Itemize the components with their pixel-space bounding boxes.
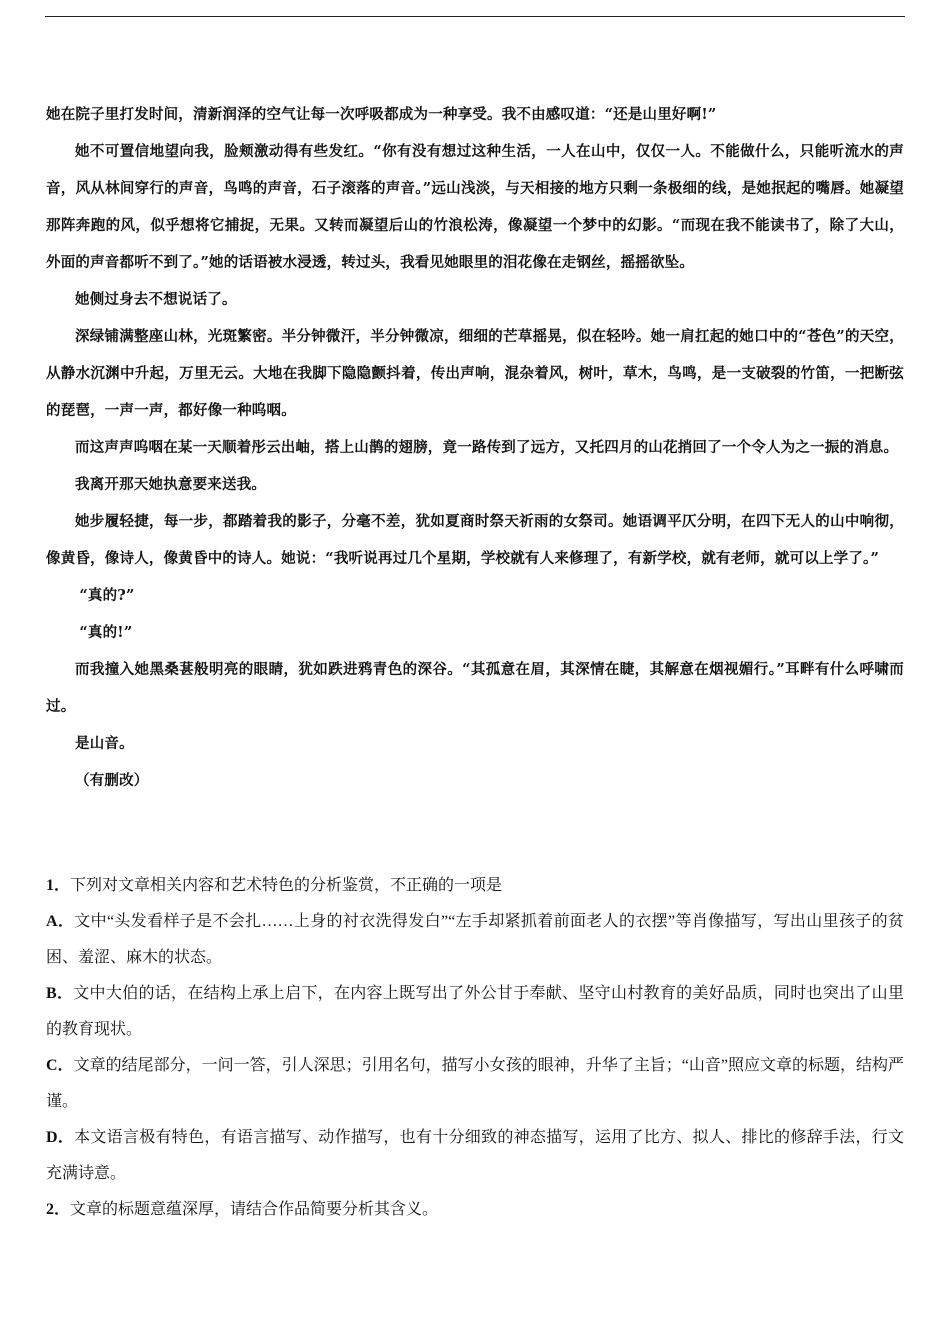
option-label: A． — [46, 913, 75, 930]
option-d — [46, 1120, 904, 1192]
option-a — [46, 904, 904, 976]
article-body — [46, 96, 904, 799]
header-rule — [45, 16, 905, 17]
dialogue-line: “真的!” — [79, 624, 133, 641]
article-paragraph: 她在院子里打发时间，清新润泽的空气让每一次呼吸都成为一种享受。我不由感叹道：“还是山里好啊!” — [46, 106, 717, 123]
question-2 — [46, 1192, 904, 1228]
article-paragraph: 她不可置信地望向我，脸颊激动得有些发红。“你有没有想过这种生活，一人在山中，仅仅一人。不能做什么，只能听流水的声音，风从林间穿行的声音，鸟鸣的声音，石子滚落的声音。”远山浅淡，与天相接的地方只剩一条极细的线，是她抿起的嘴唇。她凝望那阵奔跑的风，似乎想将它捕捉，无果。又转而凝望后山的竹浪松涛，像凝望一个梦中的幻影。“而现在我不能读书了，除了大山，外面的声音都听不到了。”她的话语被水浸透，转过头，我看见她眼里的泪花像在走钢丝，摇摇欲坠。 — [46, 143, 904, 271]
question-stem: 文章的标题意蕴深厚，请结合作品简要分析其含义。 — [70, 1201, 439, 1218]
questions-section — [46, 868, 904, 1228]
option-text: 文中大伯的话，在结构上承上启下，在内容上既写出了外公甘于奉献、坚守山村教育的美好品质，同时也突出了山里的教育现状。 — [46, 985, 904, 1038]
option-text: 文中“头发看样子是不会扎……上身的衬衣洗得发白”“左手却紧抓着前面老人的衣摆”等肖像描写，写出山里孩子的贫困、羞涩、麻木的状态。 — [46, 913, 904, 966]
option-c — [46, 1048, 904, 1120]
option-label: C． — [46, 1057, 74, 1074]
option-b — [46, 976, 904, 1048]
option-text: 文章的结尾部分，一问一答，引人深思；引用名句，描写小女孩的眼神，升华了主旨；“山音”照应文章的标题，结构严谨。 — [46, 1057, 904, 1110]
article-paragraph: 深绿铺满整座山林，光斑繁密。半分钟微汗，半分钟微凉，细细的芒草摇晃，似在轻吟。她一肩扛起的她口中的“苍色”的天空，从静水沉渊中升起，万里无云。大地在我脚下隐隐颤抖着，传出声响，混杂着风，树叶，草木，鸟鸣，是一支破裂的竹笛，一把断弦的琵琶，一声一声，都好像一种呜咽。 — [46, 328, 904, 419]
option-label: B． — [46, 985, 74, 1002]
article-paragraph: 而这声声呜咽在某一天顺着彤云出岫，搭上山鹊的翅膀，竟一路传到了远方，又托四月的山花捎回了一个令人为之一振的消息。 — [75, 439, 899, 456]
article-paragraph: 她步履轻捷，每一步，都踏着我的影子，分毫不差，犹如夏商时祭天祈雨的女祭司。她语调平仄分明，在四下无人的山中响彻，像黄昏，像诗人，像黄昏中的诗人。她说：“我听说再过几个星期，学校就有人来修理了，有新学校，就有老师，就可以上学了。” — [46, 513, 904, 567]
question-stem: 下列对文章相关内容和艺术特色的分析鉴赏，不正确的一项是 — [70, 877, 503, 894]
source-note: （有删改） — [75, 772, 149, 789]
article-paragraph: 是山音。 — [75, 735, 134, 752]
dialogue-line: “真的?” — [79, 587, 135, 604]
option-text: 本文语言极有特色，有语言描写、动作描写，也有十分细致的神态描写，运用了比方、拟人、排比的修辞手法，行文充满诗意。 — [46, 1129, 904, 1182]
question-number: 1． — [46, 877, 71, 894]
article-paragraph: 她侧过身去不想说话了。 — [75, 291, 237, 308]
article-paragraph: 我离开那天她执意要来送我。 — [75, 476, 267, 493]
question-1 — [46, 868, 904, 904]
option-label: D． — [46, 1129, 75, 1146]
question-number: 2． — [46, 1201, 71, 1218]
article-paragraph: 而我撞入她黑桑葚般明亮的眼睛，犹如跌进鸦青色的深谷。“其孤意在眉，其深情在睫，其解意在烟视媚行。”耳畔有什么呼啸而过。 — [46, 661, 904, 715]
